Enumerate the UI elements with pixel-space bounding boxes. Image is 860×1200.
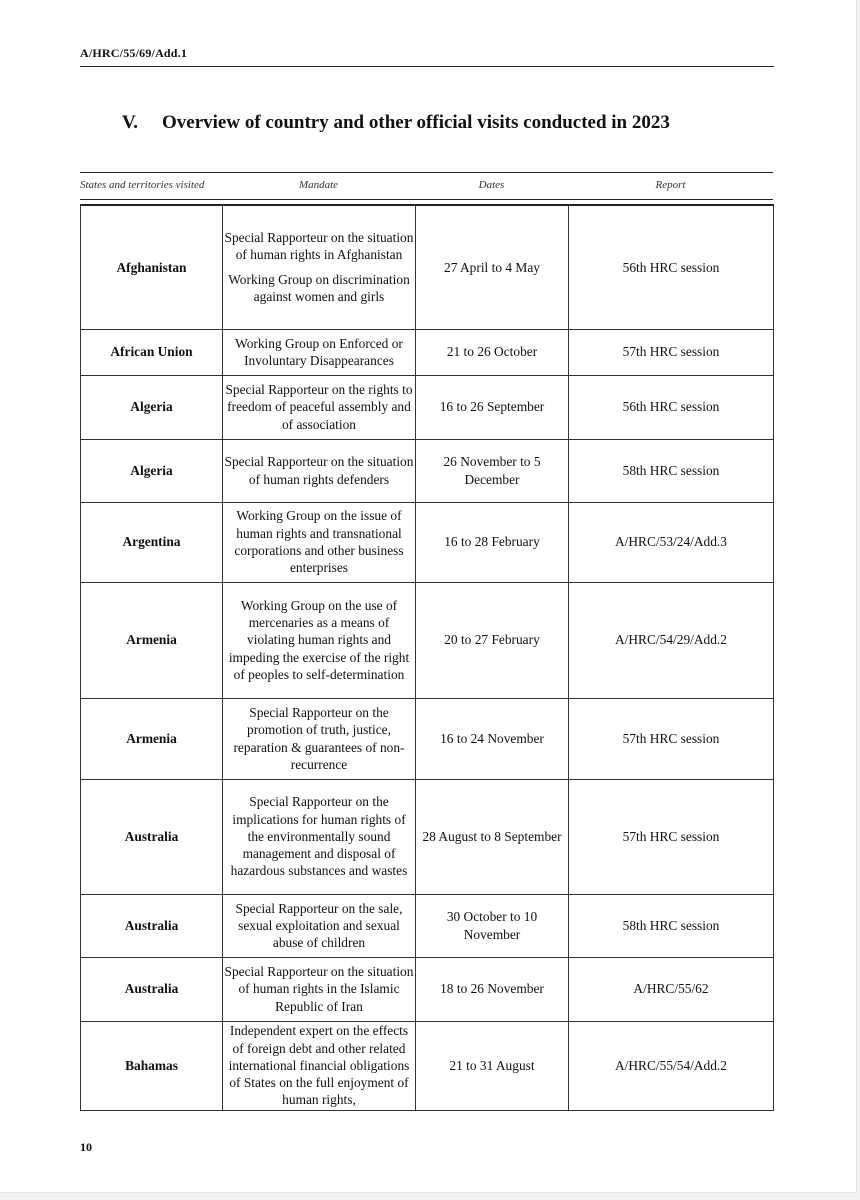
mandate-text: Working Group on Enforced or Involuntary Disappearances <box>235 335 403 368</box>
cell-dates: 21 to 31 August <box>416 1021 569 1110</box>
section-title: Overview of country and other official visits conducted in 2023 <box>162 112 670 133</box>
cell-report: 58th HRC session <box>569 894 774 957</box>
cell-report: 56th HRC session <box>569 375 774 439</box>
table-header-bottom-rule <box>80 199 773 200</box>
mandate-text: Special Rapporteur on the promotion of truth, justice, reparation & guarantees of non-recurrence <box>233 704 405 772</box>
cell-dates: 27 April to 4 May <box>416 205 569 329</box>
cell-state: Armenia <box>81 582 223 698</box>
cell-mandate <box>223 205 416 329</box>
cell-report: A/HRC/54/29/Add.2 <box>569 582 774 698</box>
mandate-text: Independent expert on the effects of foreign debt and other related international financial obligations of States on the full enjoyment of human rights, <box>228 1023 410 1108</box>
document-symbol: A/HRC/55/69/Add.1 <box>80 46 188 60</box>
table-row <box>81 698 774 779</box>
column-header-mandate: Mandate <box>298 179 339 191</box>
cell-state: Algeria <box>81 439 223 502</box>
cell-dates: 28 August to 8 September <box>416 779 569 894</box>
cell-state: Argentina <box>81 502 223 582</box>
cell-mandate <box>223 329 416 375</box>
mandate-text: Special Rapporteur on the sale, sexual exploitation and sexual abuse of children <box>235 900 403 951</box>
table-column-headers <box>80 179 773 195</box>
cell-state: Australia <box>81 779 223 894</box>
cell-state: Armenia <box>81 698 223 779</box>
mandate-text: Special Rapporteur on the situation of human rights in the Islamic Republic of Iran <box>224 964 414 1014</box>
column-header-report: Report <box>655 179 686 191</box>
cell-dates: 21 to 26 October <box>416 329 569 375</box>
table-row <box>81 502 774 582</box>
cell-dates: 20 to 27 February <box>416 582 569 698</box>
mandate-text: Working Group on discrimination against women and girls <box>228 271 410 305</box>
cell-report: 56th HRC session <box>569 205 774 329</box>
cell-mandate <box>223 1021 416 1110</box>
table-row <box>81 439 774 502</box>
column-header-states: States and territories visited <box>80 179 205 191</box>
visits-table <box>80 204 774 1111</box>
cell-dates: 30 October to 10 November <box>416 894 569 957</box>
column-header-dates: Dates <box>478 179 505 191</box>
cell-report: A/HRC/55/54/Add.2 <box>569 1021 774 1110</box>
table-header-top-rule <box>80 172 773 173</box>
header-rule <box>80 66 774 67</box>
mandate-text: Special Rapporteur on the implications for human rights of the environmentally sound management and disposal of hazardous substances and wastes <box>230 794 408 879</box>
cell-state: Australia <box>81 957 223 1021</box>
cell-mandate <box>223 698 416 779</box>
table-row <box>81 205 774 329</box>
cell-dates: 16 to 24 November <box>416 698 569 779</box>
table-row <box>81 894 774 957</box>
table-row <box>81 582 774 698</box>
table-row <box>81 957 774 1021</box>
cell-dates: 16 to 26 September <box>416 375 569 439</box>
table-row <box>81 375 774 439</box>
cell-dates: 16 to 28 February <box>416 502 569 582</box>
cell-state: Afghanistan <box>81 205 223 329</box>
cell-report: A/HRC/55/62 <box>569 957 774 1021</box>
cell-report: 57th HRC session <box>569 779 774 894</box>
cell-mandate <box>223 439 416 502</box>
cell-state: Algeria <box>81 375 223 439</box>
cell-mandate <box>223 894 416 957</box>
table-row <box>81 1021 774 1110</box>
cell-dates: 26 November to 5 December <box>416 439 569 502</box>
cell-mandate <box>223 779 416 894</box>
mandate-text: Special Rapporteur on the situation of human rights in Afghanistan <box>224 230 414 263</box>
mandate-text: Working Group on the issue of human rights and transnational corporations and other business enterprises <box>234 508 404 576</box>
cell-report: 58th HRC session <box>569 439 774 502</box>
cell-dates: 18 to 26 November <box>416 957 569 1021</box>
cell-state: Bahamas <box>81 1021 223 1110</box>
page-number: 10 <box>80 1140 92 1154</box>
cell-report: 57th HRC session <box>569 329 774 375</box>
cell-mandate <box>223 502 416 582</box>
mandate-text: Special Rapporteur on the rights to freedom of peaceful assembly and of association <box>225 382 413 432</box>
cell-mandate <box>223 375 416 439</box>
table-row <box>81 329 774 375</box>
cell-mandate <box>223 582 416 698</box>
cell-state: Australia <box>81 894 223 957</box>
mandate-text: Working Group on the use of mercenaries as a means of violating human rights and impeding the exercise of the right of peoples to self-determination <box>228 597 410 682</box>
cell-report: A/HRC/53/24/Add.3 <box>569 502 774 582</box>
cell-state: African Union <box>81 329 223 375</box>
cell-mandate <box>223 957 416 1021</box>
table-row <box>81 779 774 894</box>
section-number: V. <box>122 112 139 133</box>
cell-report: 57th HRC session <box>569 698 774 779</box>
mandate-text: Special Rapporteur on the situation of human rights defenders <box>224 454 414 487</box>
